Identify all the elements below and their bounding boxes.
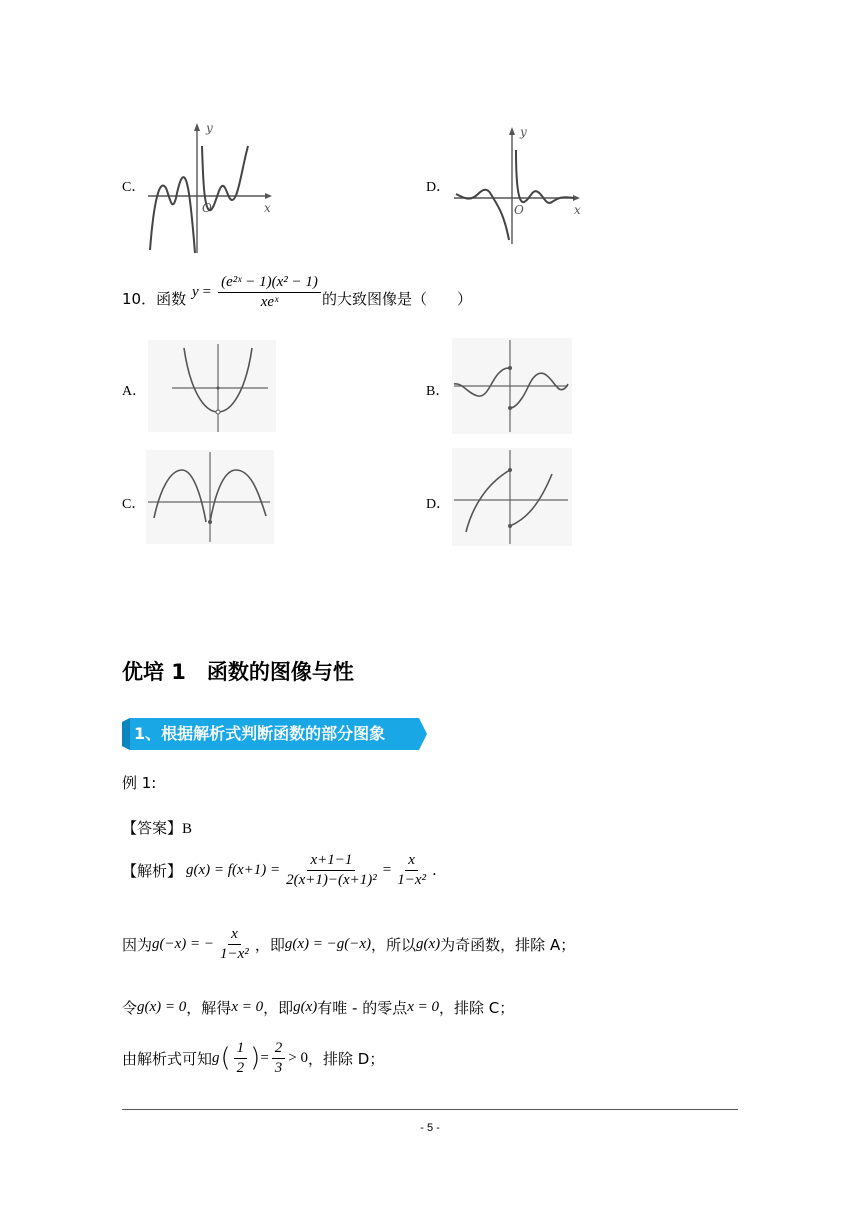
q10-suffix: 的大致图像是（ ） bbox=[322, 290, 473, 308]
line2-text-b: ，解得 bbox=[186, 999, 232, 1017]
reason-line-1 bbox=[122, 926, 575, 962]
line2-math-x: x = 0 bbox=[231, 999, 264, 1015]
section-title: 优培 1 函数的图像与性 bbox=[122, 660, 354, 684]
q9-d-origin-label: O bbox=[514, 203, 524, 217]
analysis-frac2-den: 1−x² bbox=[397, 871, 427, 888]
analysis-frac2-num: x bbox=[405, 852, 418, 871]
line2-math-x2: x = 0 bbox=[407, 999, 439, 1015]
line2-math-gx: g(x) bbox=[293, 999, 318, 1015]
line3-text-b: ，排除 D； bbox=[308, 1049, 385, 1068]
line3-frac-num: 1 bbox=[234, 1040, 248, 1059]
q10-option-d-graph bbox=[452, 448, 572, 546]
q10-option-c-graph bbox=[146, 450, 274, 544]
line3-eq: = bbox=[260, 1049, 269, 1066]
line2-text-e: ，排除 C； bbox=[439, 999, 515, 1017]
q10-number: 10．函数 bbox=[122, 290, 187, 308]
analysis-label: 【解析】 bbox=[122, 861, 183, 880]
q9-option-c-label: C． bbox=[122, 180, 146, 195]
q9-option-d-label: D． bbox=[426, 180, 451, 195]
footer-divider bbox=[122, 1109, 738, 1110]
analysis-end: . bbox=[432, 861, 437, 879]
q10-option-d-label: D． bbox=[426, 497, 451, 512]
line1-frac-den: 1−x² bbox=[220, 945, 249, 962]
line3-frac2-den: 3 bbox=[274, 1059, 283, 1076]
q10-formula: y = $\frac{\text{(e²ˣ − 1)(x² − 1)}}{\text{xeˣ}}$ bbox=[192, 274, 324, 310]
analysis-eq: = bbox=[382, 861, 392, 878]
line1-text-a: 因为 bbox=[122, 935, 153, 954]
line3-text-a: 由解析式可知 bbox=[122, 1049, 213, 1068]
q9-d-y-label: y bbox=[520, 125, 527, 139]
q10-option-b-graph bbox=[452, 338, 572, 434]
q10-formula-denominator: xeˣ bbox=[260, 293, 279, 310]
reason-line-3: 由解析式可知 g ( $\frac{1}{2}$ ) = $\frac{2}{3}$ > 0 ，排除 D； bbox=[122, 1040, 385, 1076]
line2-text-a: 令 bbox=[122, 999, 138, 1017]
line1-text-c: ，所以 bbox=[371, 935, 417, 954]
q9-c-origin-label: O bbox=[202, 201, 212, 215]
line1-math-g: g(−x) = − bbox=[152, 935, 215, 952]
reason-line-2 bbox=[122, 997, 514, 1018]
q9-c-y-label: y bbox=[206, 121, 213, 135]
line3-frac-den: 2 bbox=[236, 1059, 245, 1076]
q10-option-b-label: B． bbox=[426, 384, 450, 399]
answer-value: B bbox=[182, 821, 193, 837]
line1-math-gx: g(x) bbox=[416, 935, 441, 952]
analysis-frac1-num: x+1−1 bbox=[307, 852, 355, 871]
line2-text-c: ，即 bbox=[263, 999, 294, 1017]
q10-formula-numerator: (e²ˣ − 1)(x² − 1) bbox=[218, 274, 321, 293]
page-number: - 5 - bbox=[420, 1122, 440, 1134]
line2-math-eq: g(x) = 0 bbox=[137, 999, 187, 1015]
line1-text-d: 为奇函数，排除 A； bbox=[440, 935, 576, 954]
line1-text-b: ，即 bbox=[254, 935, 285, 954]
line3-gt: > 0 bbox=[288, 1049, 309, 1066]
q9-d-x-label: x bbox=[574, 203, 581, 217]
analysis-line bbox=[122, 852, 437, 888]
answer-label: 【答案】 bbox=[122, 819, 183, 837]
q9-option-c-graph bbox=[146, 118, 276, 258]
line3-math-g: g bbox=[212, 1049, 220, 1066]
q9-c-x-label: x bbox=[264, 201, 271, 215]
analysis-frac1-den: 2(x+1)−(x+1)² bbox=[286, 871, 377, 888]
section-banner: 1、根据解析式判断函数的部分图象 bbox=[134, 724, 386, 743]
line2-text-d: 有唯 - 的零点 bbox=[317, 999, 408, 1017]
q10-option-c-label: C． bbox=[122, 497, 146, 512]
q9-option-d-graph bbox=[452, 122, 584, 248]
analysis-lhs: g(x) = f(x+1) = bbox=[186, 861, 281, 878]
q10-option-a-graph bbox=[148, 340, 276, 432]
line1-math-eq: g(x) = −g(−x) bbox=[284, 935, 371, 952]
q10-option-a-label: A． bbox=[122, 384, 147, 399]
line1-frac-num: x bbox=[228, 926, 241, 945]
example-label: 例 1: bbox=[122, 774, 157, 792]
q10-formula-y: y bbox=[192, 283, 199, 300]
answer-line bbox=[122, 817, 192, 838]
line3-frac2-num: 2 bbox=[272, 1040, 286, 1059]
